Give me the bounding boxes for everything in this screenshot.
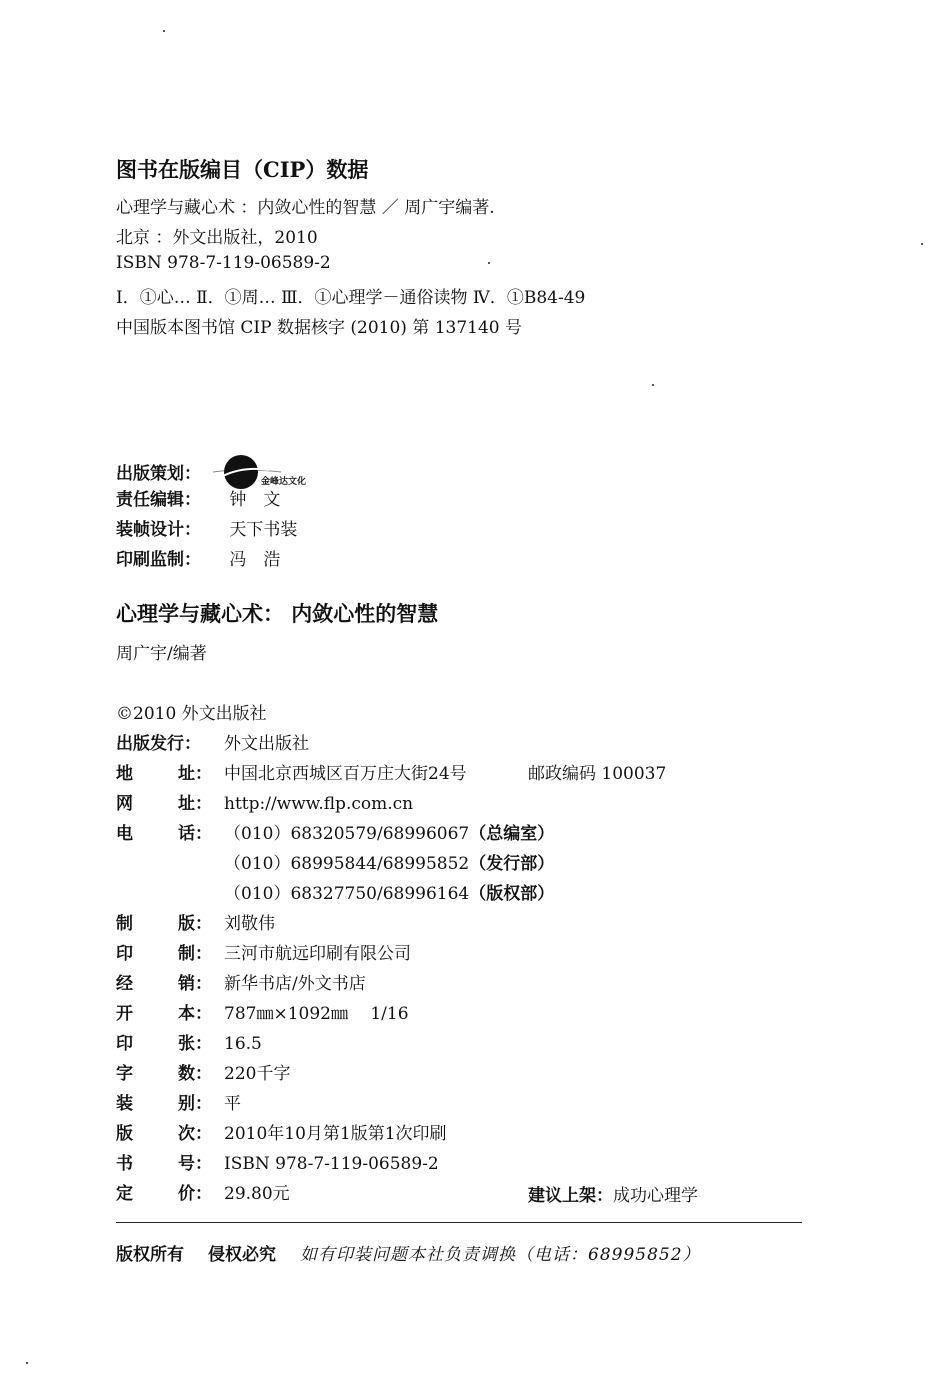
isbn-value: ISBN 978-7-119-06589-2 [224, 1154, 439, 1174]
sheets-label-1: 印 [116, 1034, 133, 1054]
scan-speck [163, 30, 165, 32]
row-format [116, 999, 409, 1029]
price-label-2: 价： [178, 1184, 212, 1204]
website-value[interactable]: http://www.flp.com.cn [224, 794, 414, 814]
planner-label: 出版策划： [116, 464, 201, 484]
cip-title: 图书在版编目（CIP）数据 [116, 157, 369, 182]
design-label: 装帧设计： [116, 520, 201, 540]
postcode-value: 邮政编码 100037 [528, 764, 667, 784]
footer-line [116, 1240, 701, 1265]
isbn-label-1: 书 [116, 1154, 133, 1174]
editor-name: 钟 文 [229, 490, 281, 510]
publisher-label: 出版发行： [116, 734, 201, 754]
row-phone-3 [224, 879, 554, 904]
binding-value: 平 [224, 1094, 241, 1114]
phone-2-tag: （发行部） [469, 854, 555, 874]
words-label-2: 数： [178, 1064, 212, 1084]
price-label-1: 定 [116, 1184, 133, 1204]
row-plate [116, 909, 275, 939]
price-value: 29.80元 [224, 1184, 290, 1204]
design-name: 天下书装 [229, 520, 298, 540]
row-words [116, 1059, 290, 1089]
phone-3: （010）68327750/68996164 [224, 884, 470, 904]
suggest-label: 建议上架： [528, 1186, 613, 1206]
staff-editor [116, 485, 280, 510]
footer-divider [116, 1222, 802, 1223]
website-label-2: 址： [178, 794, 212, 814]
cip-line-isbn: ISBN 978-7-119-06589-2 [116, 253, 331, 273]
plate-label-2: 版： [178, 914, 212, 934]
print-label: 印刷监制： [116, 550, 201, 570]
row-price [116, 1179, 290, 1209]
rights-reserved: 版权所有 [116, 1245, 184, 1265]
sheets-label-2: 张： [178, 1034, 212, 1054]
print-name: 冯 浩 [229, 550, 281, 570]
cip-line-publisher: 北京 ：外文出版社，2010 [116, 228, 318, 248]
row-publisher [116, 729, 309, 759]
shelf-suggestion [528, 1181, 698, 1206]
row-address [116, 759, 666, 789]
edition-label-2: 次： [178, 1124, 212, 1144]
copyright-line: ©2010 外文出版社 [116, 704, 267, 724]
row-isbn [116, 1149, 439, 1179]
plate-value: 刘敬伟 [224, 914, 275, 934]
logo-text: 金峰达文化 [261, 477, 307, 487]
printer-label-1: 印 [116, 944, 133, 964]
row-printer [116, 939, 411, 969]
words-value: 220千字 [224, 1064, 291, 1084]
cip-line-classification: Ⅰ．①心… Ⅱ．①周… Ⅲ．①心理学－通俗读物 Ⅳ．①B84-49 [116, 288, 586, 308]
cip-line-record: 中国版本图书馆 CIP 数据核字 (2010) 第 137140 号 [116, 318, 523, 338]
isbn-label-2: 号： [178, 1154, 212, 1174]
phone-3-tag: （版权部） [469, 884, 555, 904]
defect-note: 如有印装问题本社负责调换（电话：68995852） [300, 1245, 701, 1265]
publisher-value: 外文出版社 [224, 734, 309, 754]
book-author: 周广宇/编著 [116, 644, 207, 664]
address-value: 中国北京西城区百万庄大街24号 [224, 764, 467, 784]
printer-label-2: 制： [178, 944, 212, 964]
website-label-1: 网 [116, 794, 133, 814]
cip-line-title: 心理学与藏心术 ：内敛心性的智慧 ／ 周广宇编著. [116, 198, 495, 218]
plate-label-1: 制 [116, 914, 133, 934]
piracy-warning: 侵权必究 [208, 1245, 276, 1265]
row-phone-2 [224, 849, 554, 874]
distributor-label-2: 销： [178, 974, 212, 994]
distributor-label-1: 经 [116, 974, 133, 994]
format-label-2: 本： [178, 1004, 212, 1024]
phone-label-2: 话： [178, 824, 212, 844]
printer-value: 三河市航远印刷有限公司 [224, 944, 411, 964]
edition-value: 2010年10月第1版第1次印刷 [224, 1124, 447, 1144]
scan-speck [26, 1362, 28, 1364]
binding-label-2: 别： [178, 1094, 212, 1114]
format-label-1: 开 [116, 1004, 133, 1024]
words-label-1: 字 [116, 1064, 133, 1084]
sheets-value: 16.5 [224, 1034, 262, 1054]
row-website [116, 789, 413, 819]
row-edition [116, 1119, 447, 1149]
phone-2: （010）68995844/68995852 [224, 854, 470, 874]
phone-label-1: 电 [116, 824, 133, 844]
editor-label: 责任编辑： [116, 490, 201, 510]
phone-1-tag: （总编室） [469, 824, 555, 844]
suggest-value: 成功心理学 [613, 1186, 698, 1206]
scan-speck [652, 384, 654, 386]
row-binding [116, 1089, 241, 1119]
row-phone [116, 819, 554, 849]
scan-speck [488, 262, 490, 264]
row-distributor [116, 969, 366, 999]
staff-print [116, 545, 280, 570]
phone-1: （010）68320579/68996067 [224, 824, 470, 844]
address-label-1: 地 [116, 764, 133, 784]
format-value: 787㎜×1092㎜ 1/16 [224, 1004, 409, 1024]
distributor-value: 新华书店/外文书店 [224, 974, 366, 994]
row-sheets [116, 1029, 262, 1059]
staff-design [116, 515, 297, 540]
book-title: 心理学与藏心术： 内敛心性的智慧 [116, 601, 439, 626]
edition-label-1: 版 [116, 1124, 133, 1144]
binding-label-1: 装 [116, 1094, 133, 1114]
scan-speck [921, 243, 923, 245]
address-label-2: 址： [178, 764, 212, 784]
